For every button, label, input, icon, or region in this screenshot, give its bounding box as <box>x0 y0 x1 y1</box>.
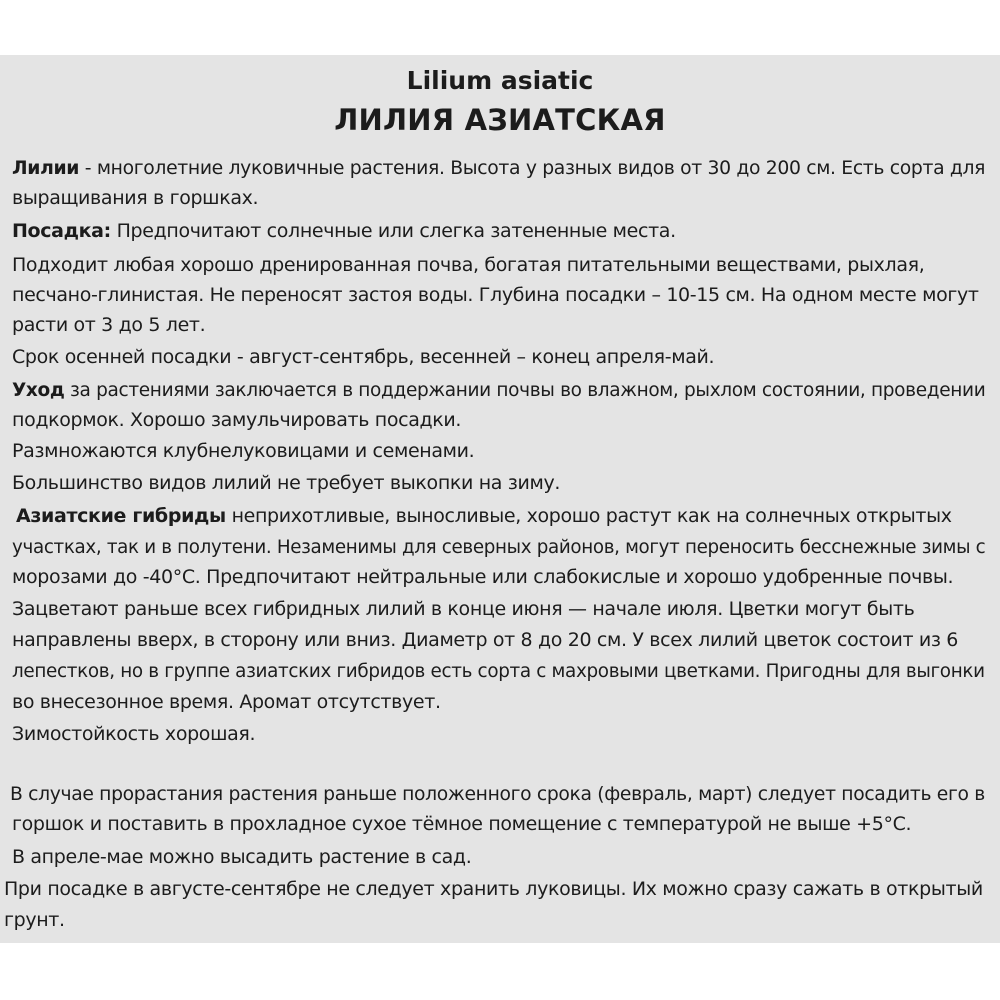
bold-term: Азиатские гибриды <box>16 505 226 527</box>
bold-term: Лилии <box>12 157 80 179</box>
line-text: неприхотливые, выносливые, хорошо растут как на солнечных открытых <box>225 505 952 527</box>
line-text: песчано-глинистая. Не переносят застоя воды. Глубина посадки – 10-15 см. На одном месте могут <box>12 284 979 306</box>
line-text: морозами до -40°С. Предпочитают нейтральные или слабокислые и хорошо удобренные почвы. <box>12 566 954 588</box>
line-text: Размножаются клубнелуковицами и семенами. <box>12 440 475 462</box>
text-line <box>4 909 65 931</box>
line-text: Предпочитают солнечные или слегка затененные места. <box>110 220 676 242</box>
line-text: горшок и поставить в прохладное сухое тёмное помещение с температурой не выше +5°С. <box>12 813 912 835</box>
line-text: Срок осенней посадки - август-сентябрь, весенней – конец апреля-май. <box>12 346 715 368</box>
text-line <box>12 284 979 306</box>
line-text: Зацветают раньше всех гибридных лилий в конце июня — начале июля. Цветки могут быть <box>12 598 915 620</box>
text-line <box>12 723 255 745</box>
line-text: - многолетние луковичные растения. Высота у разных видов от 30 до 200 см. Есть сорта для <box>79 157 986 179</box>
line-text: выращивания в горшках. <box>12 187 259 209</box>
text-line <box>12 379 985 401</box>
text-line <box>12 691 441 713</box>
text-line <box>12 314 205 336</box>
text-line <box>12 846 471 868</box>
text-line <box>12 660 985 682</box>
line-text: Большинство видов лилий не требует выкопки на зиму. <box>12 472 561 494</box>
text-line <box>12 536 985 558</box>
text-line <box>12 813 911 835</box>
line-text: При посадке в августе-сентябре не следует хранить луковицы. Их можно сразу сажать в открытый <box>4 878 983 900</box>
text-line <box>12 629 958 651</box>
line-text: направлены вверх, в сторону или вниз. Диаметр от 8 до 20 см. У всех лилий цветок состоит из 6 <box>12 629 959 651</box>
text-line <box>12 472 560 494</box>
text-line <box>12 187 258 209</box>
bold-term: Уход <box>12 379 65 401</box>
line-text: В апреле-мае можно высадить растение в сад. <box>12 846 472 868</box>
title-latin: Lilium asiatic <box>406 66 594 95</box>
bold-term: Посадка: <box>12 220 111 242</box>
text-line <box>12 254 924 276</box>
text-line <box>16 505 952 527</box>
text-line <box>10 783 985 805</box>
text-line <box>12 157 985 179</box>
instruction-sheet <box>0 55 1000 943</box>
text-line <box>4 878 983 900</box>
text-line <box>12 409 461 431</box>
line-text: участках, так и в полутени. Незаменимы для северных районов, могут переносить бесснежные зимы с <box>12 536 986 558</box>
line-text: расти от 3 до 5 лет. <box>12 314 206 336</box>
line-text: во внесезонное время. Аромат отсутствует. <box>12 691 441 713</box>
text-line <box>12 598 914 620</box>
text-line <box>12 566 953 588</box>
line-text: В случае прорастания растения раньше положенного срока (февраль, март) следует посадить его в <box>10 783 985 805</box>
title-russian: ЛИЛИЯ АЗИАТСКАЯ <box>334 103 666 137</box>
text-line <box>12 346 714 368</box>
text-line <box>12 440 474 462</box>
line-text: подкормок. Хорошо замульчировать посадки. <box>12 409 462 431</box>
line-text: Подходит любая хорошо дренированная почва, богатая питательными веществами, рыхлая, <box>12 254 925 276</box>
text-line <box>12 220 676 242</box>
line-text: за растениями заключается в поддержании почвы во влажном, рыхлом состоянии, проведении <box>64 379 986 401</box>
line-text: грунт. <box>4 909 65 931</box>
line-text: Зимостойкость хорошая. <box>12 723 256 745</box>
line-text: лепестков, но в группе азиатских гибридов есть сорта с махровыми цветками. Пригодны для выгонки <box>12 660 985 682</box>
